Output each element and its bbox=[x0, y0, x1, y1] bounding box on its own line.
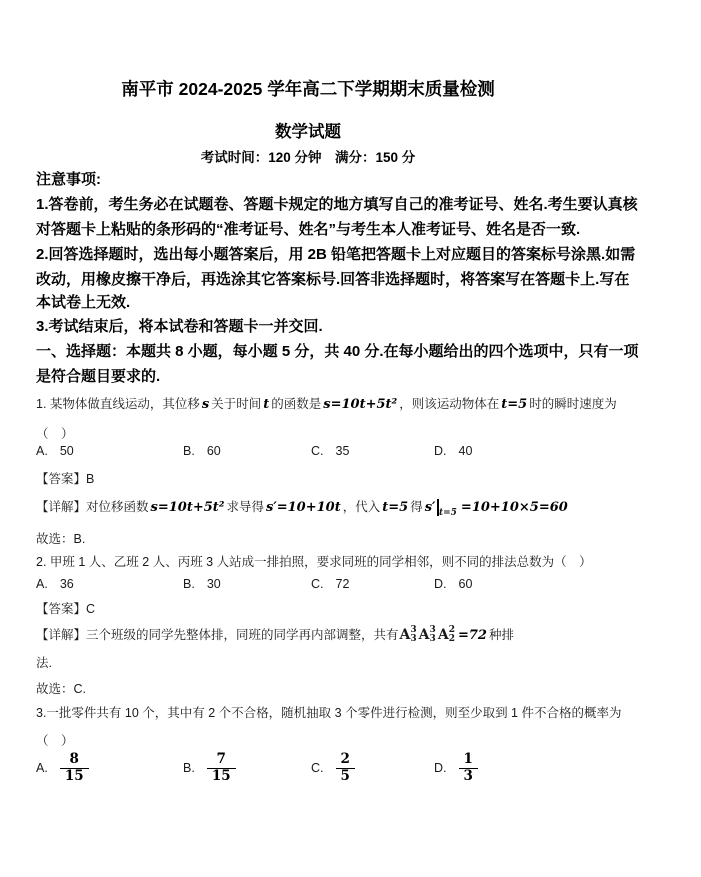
answer-value: B bbox=[86, 472, 95, 486]
notice-3: 3.考试结束后，将本试卷和答题卡一并交回. bbox=[36, 318, 323, 335]
fraction: $\frac{7}{15}$ bbox=[207, 752, 236, 784]
q1-formula: s=10t+5t² bbox=[323, 397, 398, 412]
q1-paren: （ ） bbox=[36, 427, 74, 441]
q1-text: 时的瞬时速度为 bbox=[529, 397, 617, 411]
q1-detail bbox=[36, 497, 570, 518]
permutation-symbol: A 3 3 bbox=[418, 625, 436, 644]
section-header-line-2: 是符合题目要求的. bbox=[36, 368, 161, 385]
q3-options-row bbox=[36, 752, 681, 784]
exam-info: 考试时间：120 分钟 满分：150 分 bbox=[200, 150, 416, 165]
detail-label: 【详解】 bbox=[36, 628, 87, 642]
question-2-stem bbox=[36, 552, 592, 570]
q1-option-c: C. 35 bbox=[311, 444, 350, 458]
q1-text: 关于时间 bbox=[211, 397, 262, 411]
exam-title: 南平市 2024-2025 学年高二下学期期末质量检测 bbox=[121, 79, 495, 99]
detail-label: 【详解】 bbox=[36, 500, 87, 514]
q2-option-a: A. 36 bbox=[36, 577, 74, 591]
q1-text: 1. 某物体做直线运动，其位移 bbox=[36, 397, 200, 411]
q1-detail-text: 对位移函数 bbox=[86, 500, 149, 514]
q1-text: ，则该运动物体在 bbox=[399, 397, 500, 411]
answer-label: 【答案】 bbox=[36, 602, 87, 616]
q3-option-d: D. $\frac{1}{3}$ bbox=[434, 752, 681, 784]
q1-conclusion: 故选：B. bbox=[36, 532, 86, 546]
q2-detail-text: 三个班级的同学先整体排，同班的同学再内部调整，共有 bbox=[86, 628, 399, 642]
permutation-symbol: A 2 2 bbox=[437, 625, 455, 644]
q1-detail-text: ，代入 bbox=[342, 500, 381, 514]
q1-eval-base: s′ bbox=[424, 500, 436, 515]
q2-option-c: C. 72 bbox=[311, 577, 350, 591]
q2-detail bbox=[36, 625, 514, 644]
q2-option-b: B. 30 bbox=[183, 577, 221, 591]
fraction: $\frac{2}{5}$ bbox=[336, 752, 355, 784]
exam-subtitle: 数学试题 bbox=[275, 123, 341, 141]
notice-2-line-1: 2.回答选择题时，选出每小题答案后，用 2B 铅笔把答题卡上对应题目的答案标号涂黑.如需 bbox=[36, 246, 636, 263]
q1-detail-text: 得 bbox=[410, 500, 423, 514]
q3-option-c: C. $\frac{2}{5}$ bbox=[311, 752, 434, 784]
notice-2-line-2: 改动，用橡皮擦干净后，再选涂其它答案标号.回答非选择题时，将答案写在答题卡上.写在 bbox=[36, 271, 630, 288]
q1-eval-result: =10+10×5=60 bbox=[460, 500, 568, 515]
section-header-line-1: 一、选择题：本题共 8 小题，每小题 5 分，共 40 分.在每小题给出的四个选项中，只有一项 bbox=[36, 343, 639, 360]
question-1-stem bbox=[36, 394, 617, 412]
notice-2-line-3: 本试卷上无效. bbox=[36, 294, 131, 311]
fraction: $\frac{1}{3}$ bbox=[459, 752, 478, 784]
question-3-stem: 3.一批零件共有 10 个，其中有 2 个不合格，随机抽取 3 个零件进行检测，则至少取到 1 件不合格的概率为 bbox=[36, 706, 622, 720]
notice-1-line-1: 1.答卷前，考生务必在试题卷、答题卡规定的地方填写自己的准考证号、姓名.考生要认真核 bbox=[36, 196, 638, 213]
q1-option-d: D. 40 bbox=[434, 444, 473, 458]
q1-option-a: A. 50 bbox=[36, 444, 74, 458]
q2-perm-result: =72 bbox=[457, 628, 487, 643]
q3-option-b: B. $\frac{7}{15}$ bbox=[183, 752, 311, 784]
q2-detail-text: 种排 bbox=[488, 628, 514, 642]
q1-detail-text: 求导得 bbox=[226, 500, 264, 514]
q2-answer bbox=[36, 599, 95, 617]
q1-answer bbox=[36, 469, 94, 487]
q3-paren: （ ） bbox=[36, 734, 74, 748]
notice-1-line-2: 对答题卡上粘贴的条形码的“准考证号、姓名”与考生本人准考证号、姓名是否一致. bbox=[36, 221, 581, 238]
answer-value: C bbox=[86, 602, 96, 616]
q2-detail-wrap: 法. bbox=[36, 656, 52, 670]
q2-paren: （ ） bbox=[554, 555, 592, 569]
q1-text: 的函数是 bbox=[271, 397, 322, 411]
q2-text: 2. 甲班 1 人、乙班 2 人、丙班 3 人站成一排拍照，要求同班的同学相邻，则不同的排法总数为 bbox=[36, 555, 555, 569]
q1-var-s: s bbox=[201, 397, 210, 412]
q2-option-d: D. 60 bbox=[434, 577, 473, 591]
q1-detail-t5: t=5 bbox=[382, 500, 409, 515]
q1-detail-derivative: s′=10+10t bbox=[266, 500, 341, 515]
permutation-symbol: A 3 3 bbox=[399, 625, 417, 644]
q2-options-row bbox=[36, 577, 681, 591]
q3-option-a: A. $\frac{8}{15}$ bbox=[36, 752, 183, 784]
notices-heading: 注意事项: bbox=[36, 171, 101, 188]
q1-options-row bbox=[36, 444, 681, 458]
q1-var-t: t bbox=[263, 397, 270, 412]
q2-conclusion: 故选：C. bbox=[36, 682, 87, 696]
q1-option-b: B. 60 bbox=[183, 444, 221, 458]
answer-label: 【答案】 bbox=[36, 472, 87, 486]
q1-formula-t5: t=5 bbox=[501, 397, 528, 412]
q1-detail-formula: s=10t+5t² bbox=[150, 500, 225, 515]
q1-eval-subscript: t=5 bbox=[438, 507, 457, 518]
fraction: $\frac{8}{15}$ bbox=[60, 752, 89, 784]
